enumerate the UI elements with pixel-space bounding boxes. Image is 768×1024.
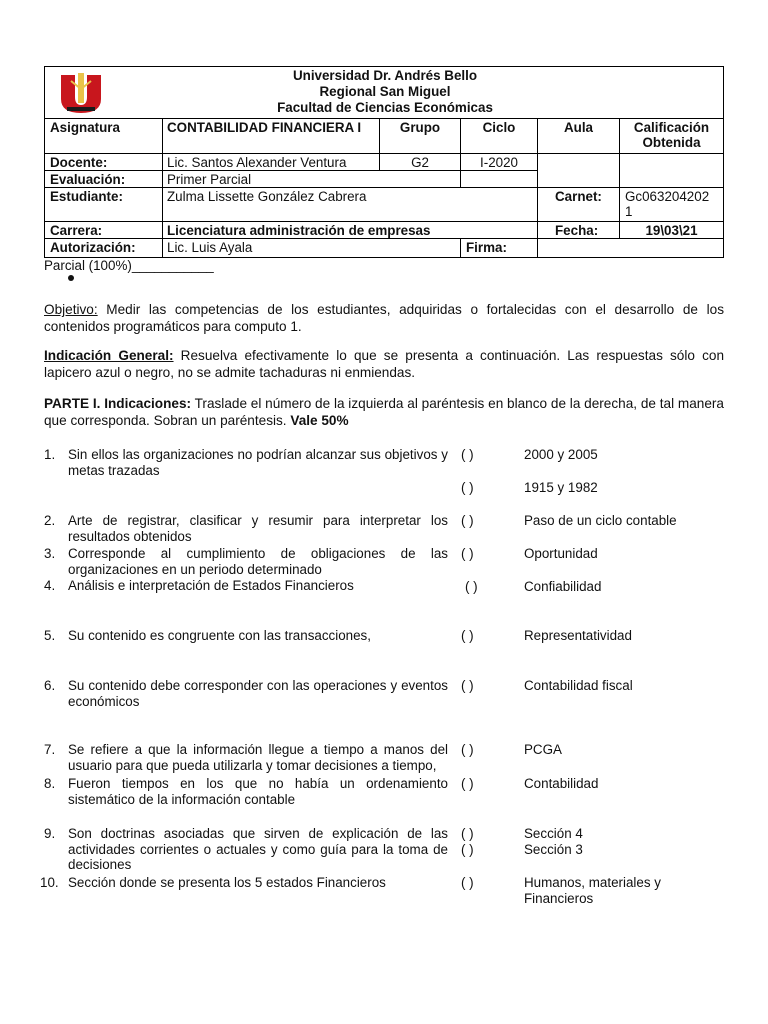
question-number: 7. [44, 742, 56, 757]
answer-blank[interactable]: ( ) [461, 742, 474, 757]
answer-blank[interactable]: ( ) [461, 447, 474, 462]
col-calificacion: Calificación Obtenida [633, 120, 710, 150]
question-text: Sin ellos las organizaciones no podrían alcanzar sus objetivos y metas trazadas [68, 447, 448, 478]
carnet-value-2: 1 [625, 204, 633, 219]
answer-blank[interactable]: ( ) [461, 678, 474, 693]
answer-blank[interactable]: ( ) [461, 826, 474, 841]
answer-blank[interactable]: ( ) [465, 579, 478, 594]
part1-value: Vale 50% [290, 412, 349, 428]
part1-text: Traslade el número de la izquierda al paréntesis en blanco de la derecha, de tal manera que corresponda. Sobran un paréntesis. [44, 396, 724, 428]
part1-paragraph [44, 396, 724, 429]
parcial-line: Parcial (100%)___________ [44, 258, 214, 273]
general-paragraph [44, 348, 724, 381]
question-text: Su contenido es congruente con las transacciones, [68, 628, 371, 643]
answer-option: Contabilidad fiscal [524, 678, 633, 693]
fecha-label: Fecha: [555, 223, 599, 238]
carnet-label: Carnet: [555, 189, 602, 204]
col-aula: Aula [563, 120, 594, 135]
university-name: Universidad Dr. Andrés Bello [292, 68, 478, 83]
regional-name: Regional San Miguel [319, 84, 451, 99]
evaluacion-value: Primer Parcial [167, 172, 252, 187]
question-text: Fueron tiempos en los que no había un ordenamiento sistemático de la información contable [68, 776, 448, 807]
answer-option: PCGA [524, 742, 562, 757]
objective-text: Medir las competencias de los estudiantes, adquiridas o fortalecidas con el desarrollo de los contenidos programáticos para computo 1. [44, 302, 724, 334]
answer-option: Oportunidad [524, 546, 598, 561]
objective-paragraph [44, 302, 724, 335]
bullet [68, 275, 74, 281]
answer-blank[interactable]: ( ) [461, 546, 474, 561]
question-number: 4. [44, 578, 56, 593]
firma-label: Firma: [466, 240, 507, 255]
question-text: Arte de registrar, clasificar y resumir para interpretar los resultados obtenidos [68, 513, 448, 544]
question-number: 8. [44, 776, 56, 791]
objective-label: Objetivo: [44, 302, 98, 317]
header-table [44, 66, 724, 258]
estudiante-label: Estudiante: [50, 189, 123, 204]
question-text: Su contenido debe corresponder con las operaciones y eventos económicos [68, 678, 448, 709]
autorizacion-value: Lic. Luis Ayala [167, 240, 253, 255]
answer-blank[interactable]: ( ) [461, 628, 474, 643]
question-text: Análisis e interpretación de Estados Financieros [68, 578, 354, 593]
carnet-value-1: Gc063204202 [625, 189, 710, 204]
col-grupo: Grupo [399, 120, 441, 135]
faculty-name: Facultad de Ciencias Económicas [277, 100, 493, 115]
question-number: 1. [44, 447, 56, 462]
answer-option: 2000 y 2005 [524, 447, 598, 462]
question-text: Son doctrinas asociadas que sirven de explicación de las actividades corrientes o actuales y como guía para la toma de decisiones [68, 826, 448, 872]
carrera-value: Licenciatura administración de empresas [167, 223, 431, 238]
question-number: 5. [44, 628, 56, 643]
autorizacion-label: Autorización: [50, 240, 136, 255]
general-label: Indicación General: [44, 348, 174, 363]
question-number: 2. [44, 513, 56, 528]
answer-option: Representatividad [524, 628, 632, 643]
carrera-label: Carrera: [50, 223, 103, 238]
docente-value: Lic. Santos Alexander Ventura [167, 155, 347, 170]
col-asignatura: Asignatura [50, 120, 120, 135]
question-number: 10. [40, 875, 59, 890]
answer-blank[interactable]: ( ) [461, 480, 474, 495]
ciclo-value: I-2020 [480, 155, 518, 170]
answer-option: Paso de un ciclo contable [524, 513, 677, 528]
question-text: Corresponde al cumplimiento de obligaciones de las organizaciones en un periodo determinado [68, 546, 448, 577]
question-number: 9. [44, 826, 56, 841]
question-text: Sección donde se presenta los 5 estados Financieros [68, 875, 386, 890]
answer-blank[interactable]: ( ) [461, 875, 474, 890]
question-number: 3. [44, 546, 56, 561]
fecha-value: 19\03\21 [645, 223, 698, 238]
evaluacion-label: Evaluación: [50, 172, 126, 187]
question-number: 6. [44, 678, 56, 693]
estudiante-value: Zulma Lissette González Cabrera [167, 189, 367, 204]
col-ciclo: Ciclo [482, 120, 516, 135]
asignatura-value: CONTABILIDAD FINANCIERA I [167, 120, 362, 135]
answer-blank[interactable]: ( ) [461, 513, 474, 528]
general-text: Resuelva efectivamente lo que se presenta a continuación. Las respuestas sólo con lapicero azul o negro, no se admite tachaduras ni enmiendas. [44, 348, 725, 380]
grupo-value: G2 [411, 155, 429, 170]
part1-label: PARTE I. Indicaciones: [44, 396, 192, 411]
answer-blank[interactable]: ( ) [461, 842, 474, 857]
docente-label: Docente: [50, 155, 108, 170]
answer-option: 1915 y 1982 [524, 480, 598, 495]
answer-blank[interactable]: ( ) [461, 776, 474, 791]
question-text: Se refiere a que la información llegue a tiempo a manos del usuario para que pueda utilizarla y tomar decisiones a tiempo, [68, 742, 448, 773]
answer-option: Contabilidad [524, 776, 599, 791]
answer-option: Sección 3 [524, 842, 583, 857]
answer-option: Sección 4 [524, 826, 583, 841]
answer-option: Humanos, materiales y Financieros [524, 875, 661, 906]
answer-option: Confiabilidad [524, 579, 602, 594]
